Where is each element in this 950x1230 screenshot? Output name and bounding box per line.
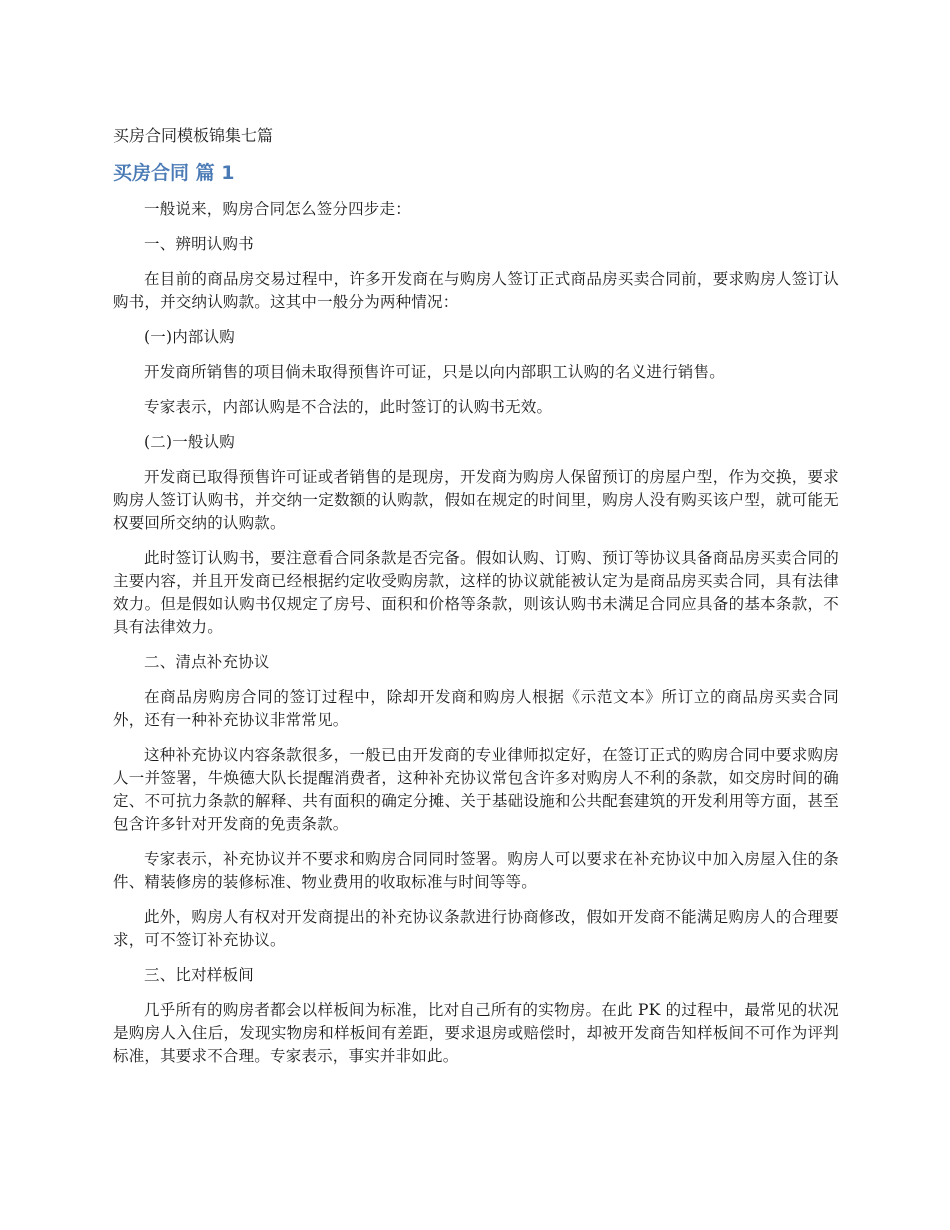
section-heading: 买房合同 篇 1 — [113, 162, 235, 184]
paragraph: 开发商所销售的项目倘未取得预售许可证，只是以向内部职工认购的名义进行销售。 — [144, 363, 725, 381]
paragraph: 专家表示，内部认购是不合法的，此时签订的认购书无效。 — [144, 398, 553, 416]
subheading-internal: (一)内部认购 — [144, 328, 235, 346]
document-page — [113, 124, 839, 1080]
subheading-1: 一、辨明认购书 — [144, 235, 254, 253]
paragraph: 在商品房购房合同的签订过程中，除却开发商和购房人根据《示范文本》所订立的商品房买卖合同外，还有一种补充协议非常常见。 — [113, 688, 839, 729]
paragraph: 几乎所有的购房者都会以样板间为标准，比对自己所有的实物房。在此 PK 的过程中，最常见的状况是购房人入住后，发现实物房和样板间有差距，要求退房或赔偿时，却被开发商告知样板间不可作为评判标准，其要求不合理。专家表示，事实并非如此。 — [113, 1001, 839, 1065]
document-title: 买房合同模板锦集七篇 — [113, 126, 274, 145]
subheading-2: 二、清点补充协议 — [144, 653, 270, 671]
subheading-general: (二)一般认购 — [144, 433, 235, 451]
paragraph: 专家表示，补充协议并不要求和购房合同同时签署。购房人可以要求在补充协议中加入房屋入住的条件、精装修房的装修标准、物业费用的收取标准与时间等等。 — [113, 850, 839, 891]
paragraph: 此外，购房人有权对开发商提出的补充协议条款进行协商修改，假如开发商不能满足购房人的合理要求，可不签订补充协议。 — [113, 908, 839, 949]
paragraph: 在目前的商品房交易过程中，许多开发商在与购房人签订正式商品房买卖合同前，要求购房人签订认购书，并交纳认购款。这其中一般分为两种情况： — [113, 270, 839, 311]
subheading-3: 三、比对样板间 — [144, 966, 254, 984]
paragraph: 开发商已取得预售许可证或者销售的是现房，开发商为购房人保留预订的房屋户型，作为交换，要求购房人签订认购书，并交纳一定数额的认购款，假如在规定的时间里，购房人没有购买该户型，就可能无权要回所交纳的认购款。 — [113, 468, 839, 532]
paragraph: 这种补充协议内容条款很多，一般已由开发商的专业律师拟定好，在签订正式的购房合同中要求购房人一并签署，牛焕德大队长提醒消费者，这种补充协议常包含许多对购房人不利的条款，如交房时间的确定、不可抗力条款的解释、共有面积的确定分摊、关于基础设施和公共配套建筑的开发利用等方面，甚至包含许多针对开发商的免责条款。 — [113, 746, 839, 833]
paragraph-intro: 一般说来，购房合同怎么签分四步走： — [144, 200, 411, 218]
paragraph: 此时签订认购书，要注意看合同条款是否完备。假如认购、订购、预订等协议具备商品房买卖合同的主要内容，并且开发商已经根据约定收受购房款，这样的协议就能被认定为是商品房买卖合同，具有法律效力。但是假如认购书仅规定了房号、面积和价格等条款，则该认购书未满足合同应具备的基本条款，不具有法律效力。 — [113, 549, 839, 636]
